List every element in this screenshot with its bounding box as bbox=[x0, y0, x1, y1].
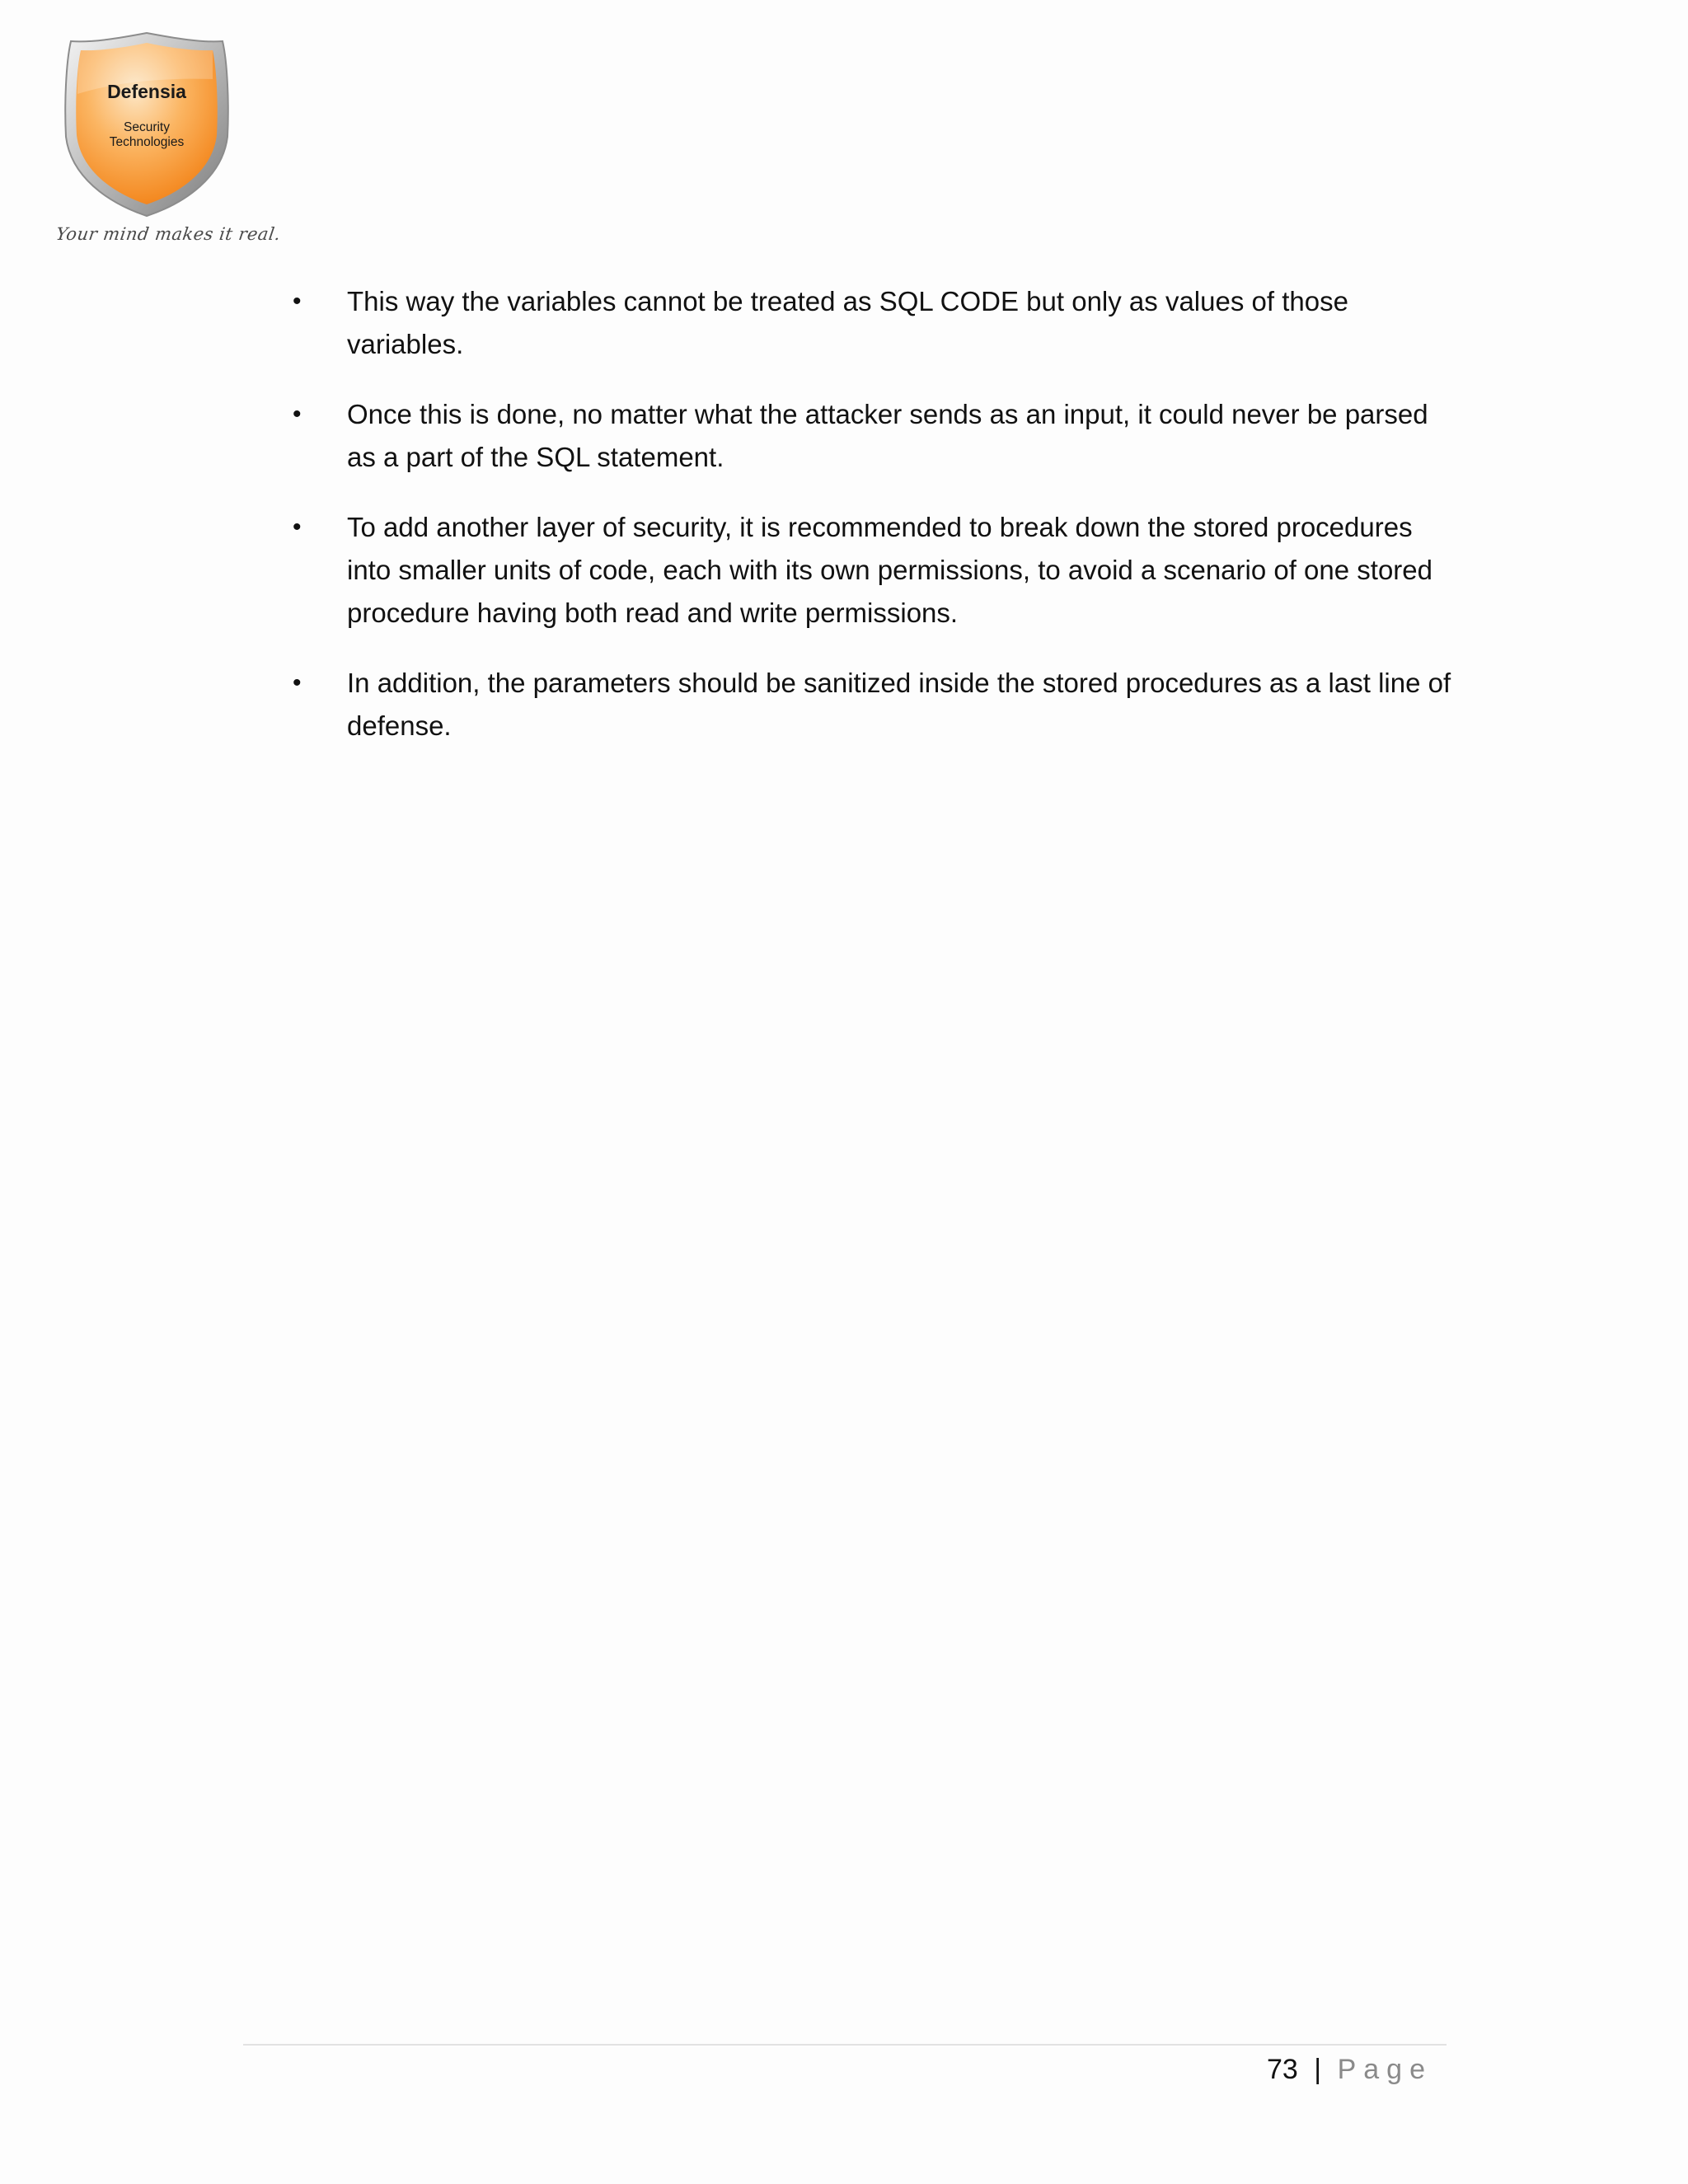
bullet-marker: • bbox=[293, 513, 302, 541]
list-item bbox=[293, 280, 1455, 366]
bullet-marker: • bbox=[293, 669, 302, 696]
logo-subtitle-line1: Security bbox=[124, 120, 170, 134]
logo-company-name: Defensia bbox=[107, 81, 186, 102]
list-item bbox=[293, 662, 1455, 748]
page-separator: | bbox=[1314, 2054, 1322, 2085]
list-item-text: In addition, the parameters should be sanitized inside the stored procedures as a last line of defense. bbox=[347, 668, 1451, 741]
page-label: Page bbox=[1337, 2054, 1432, 2085]
page-number: 73 bbox=[1267, 2054, 1298, 2085]
company-logo bbox=[54, 30, 283, 260]
list-item bbox=[293, 393, 1455, 479]
list-item bbox=[293, 506, 1455, 635]
bullet-list bbox=[293, 280, 1455, 775]
page-footer bbox=[1267, 2049, 1432, 2090]
footer-divider bbox=[243, 2044, 1447, 2046]
logo-subtitle-line2: Technologies bbox=[109, 135, 185, 149]
bullet-marker: • bbox=[293, 288, 302, 315]
list-item-text: To add another layer of security, it is recommended to break down the stored procedures into smaller units of code, each with its own permissions, to avoid a scenario of one stored procedure having both read and write permissions. bbox=[347, 512, 1433, 628]
logo-tagline: Your mind makes it real. bbox=[54, 224, 283, 244]
list-item-text: This way the variables cannot be treated as SQL CODE but only as values of those variables. bbox=[347, 286, 1348, 359]
list-item-text: Once this is done, no matter what the attacker sends as an input, it could never be parsed as a part of the SQL statement. bbox=[347, 399, 1428, 472]
bullet-marker: • bbox=[293, 401, 302, 428]
